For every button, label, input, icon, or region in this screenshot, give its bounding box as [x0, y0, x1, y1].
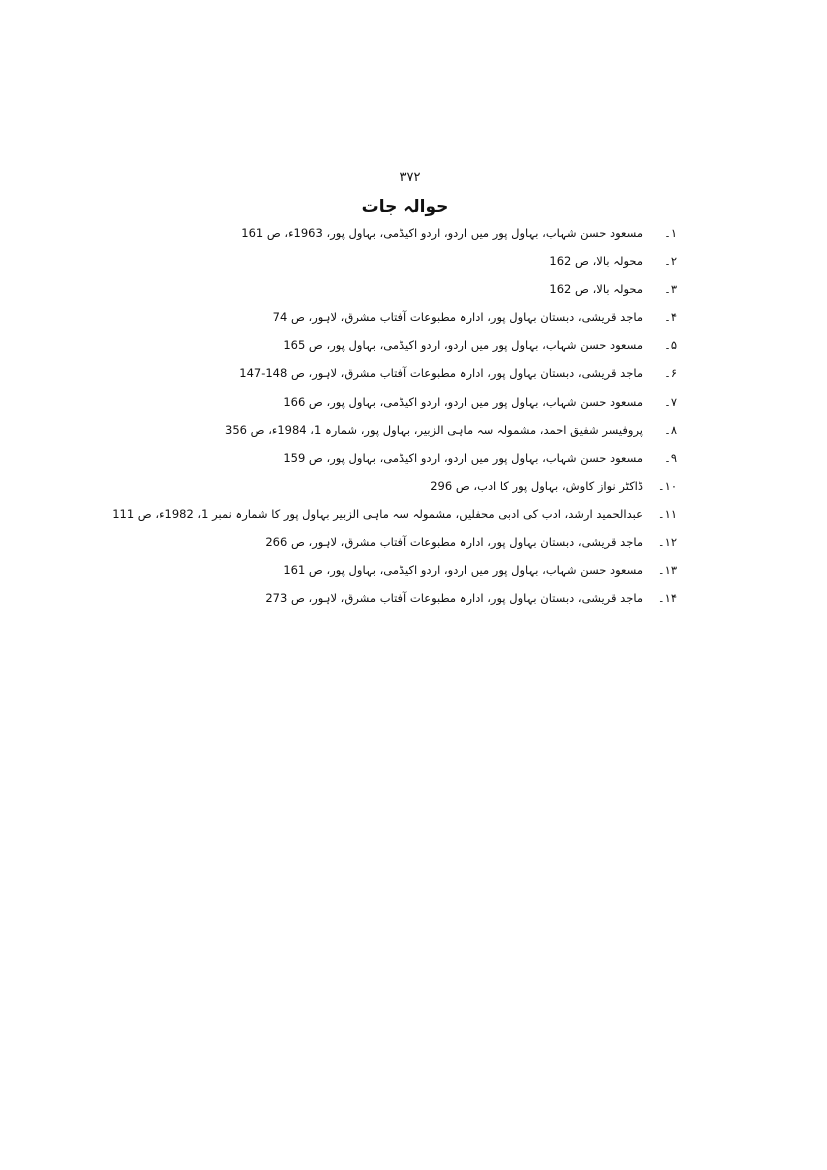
- reference-text: ماجد قریشی، دبستان بہاول پور، ادارہ مطبوعات آفتاب مشرق، لاہور، ص 273: [265, 591, 643, 606]
- reference-number: ۱۱۔: [657, 506, 677, 521]
- reference-number: ۷۔: [664, 394, 677, 409]
- reference-text: محولہ بالا، ص 162: [549, 254, 643, 269]
- reference-number: ۹۔: [664, 450, 677, 465]
- page-title: حوالہ جات: [361, 197, 449, 217]
- reference-text: مسعود حسن شہاب، بہاول پور میں اردو، اردو اکیڈمی، بہاول پور، ص 159: [283, 450, 643, 465]
- reference-text: ڈاکٹر نواز کاوش، بہاول پور کا ادب، ص 296: [430, 478, 643, 493]
- reference-number: ۸۔: [664, 422, 677, 437]
- reference-text: ماجد قریشی، دبستان بہاول پور، ادارہ مطبوعات آفتاب مشرق، لاہور، ص 74: [272, 310, 643, 325]
- reference-number: ۶۔: [664, 366, 677, 381]
- reference-text: ماجد قریشی، دبستان بہاول پور، ادارہ مطبوعات آفتاب مشرق، لاہور، ص 148-147: [239, 366, 643, 381]
- reference-number: ۱۳۔: [657, 563, 677, 578]
- reference-item: [137, 282, 677, 310]
- reference-item: [137, 535, 677, 563]
- reference-number: ۴۔: [664, 310, 677, 325]
- reference-number: ۱۰۔: [657, 478, 677, 493]
- reference-item: [137, 338, 677, 366]
- reference-item: [137, 254, 677, 282]
- reference-item: [137, 479, 677, 507]
- reference-item: [137, 563, 677, 591]
- reference-item: [137, 395, 677, 423]
- reference-text: عبدالحمید ارشد، ادب کی ادبی محفلیں، مشمولہ سہ ماہی الزبیر بہاول پور کا شمارہ نمبر 1، 1982ء، ص 111: [112, 506, 643, 521]
- page-number: ۳۷۲: [399, 170, 421, 185]
- reference-text: مسعود حسن شہاب، بہاول پور میں اردو، اردو اکیڈمی، بہاول پور، 1963ء، ص 161: [241, 226, 643, 240]
- reference-item: [137, 451, 677, 479]
- reference-text: مسعود حسن شہاب، بہاول پور میں اردو، اردو اکیڈمی، بہاول پور، ص 165: [283, 338, 643, 353]
- reference-text: ماجد قریشی، دبستان بہاول پور، ادارہ مطبوعات آفتاب مشرق، لاہور، ص 266: [265, 535, 643, 550]
- reference-text: مسعود حسن شہاب، بہاول پور میں اردو، اردو اکیڈمی، بہاول پور، ص 161: [283, 563, 643, 578]
- reference-item: [112, 506, 677, 535]
- reference-item: [137, 366, 677, 394]
- reference-item: [137, 310, 677, 338]
- reference-number: ۱۴۔: [657, 591, 677, 606]
- reference-number: ۳۔: [664, 282, 677, 297]
- reference-text: محولہ بالا، ص 162: [549, 282, 643, 297]
- reference-item: [137, 226, 677, 254]
- reference-text: مسعود حسن شہاب، بہاول پور میں اردو، اردو اکیڈمی، بہاول پور، ص 166: [283, 394, 643, 409]
- reference-number: ۲۔: [664, 254, 677, 269]
- reference-item: [137, 591, 677, 619]
- reference-number: ۱۲۔: [657, 535, 677, 550]
- reference-number: ۵۔: [664, 338, 677, 353]
- references-list: [112, 226, 677, 619]
- reference-text: پروفیسر شفیق احمد، مشمولہ سہ ماہی الزبیر، بہاول پور، شمارہ 1، 1984ء، ص 356: [225, 422, 643, 437]
- reference-item: [137, 423, 677, 451]
- reference-number: ۱۔: [664, 226, 677, 240]
